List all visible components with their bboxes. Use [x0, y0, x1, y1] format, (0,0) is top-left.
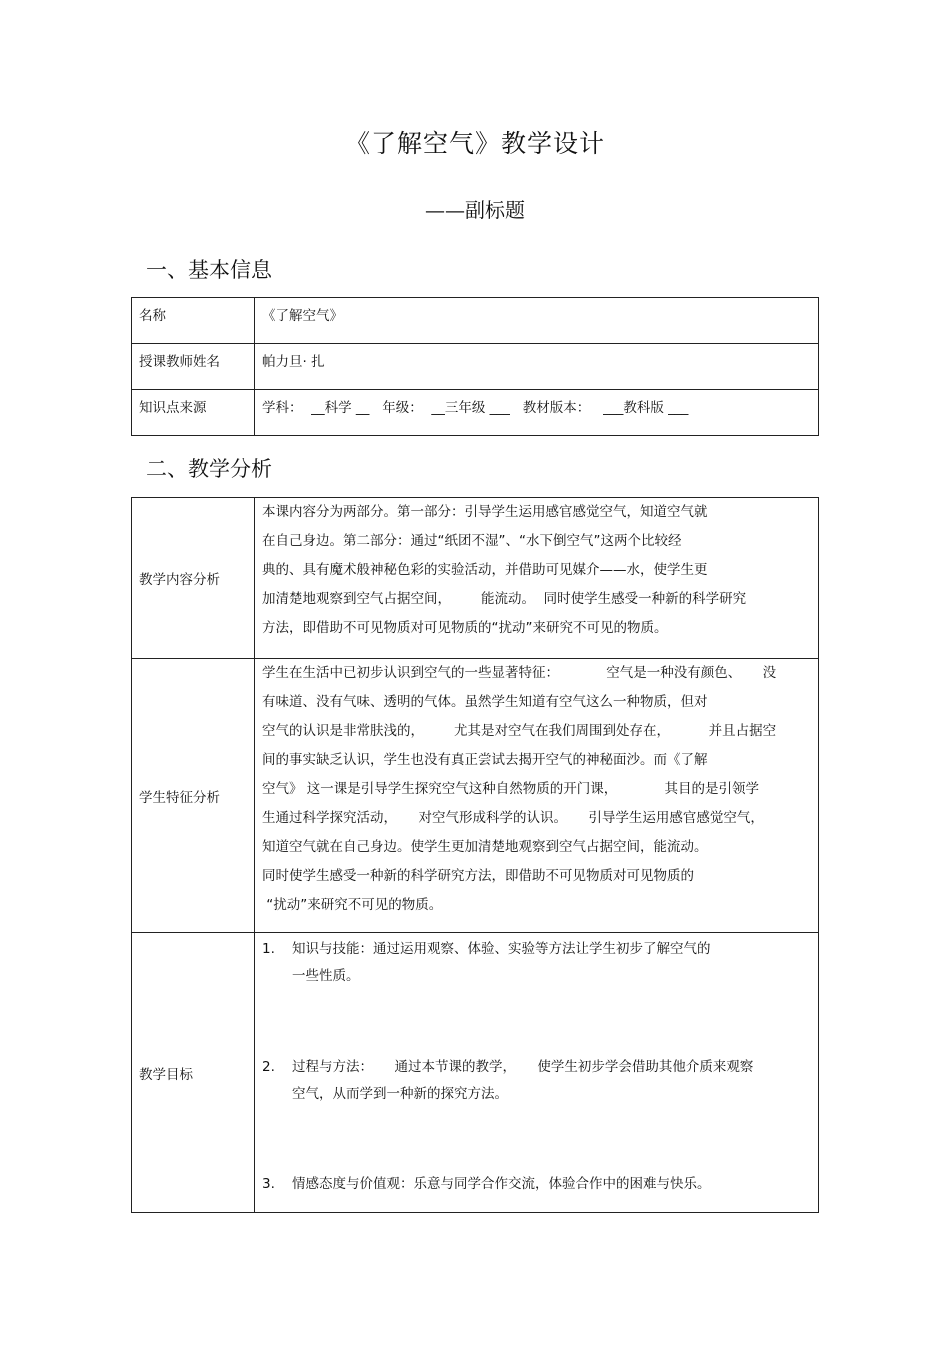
text-line: 本课内容分为两部分。第一部分：引导学生运用感官感觉空气，知道空气就 — [262, 504, 708, 520]
row-label-teacher: 授课教师姓名 — [132, 344, 255, 390]
text-line: 学生在生活中已初步认识到空气的一些显著特征： 空气是一种没有颜色、 没 — [262, 665, 777, 681]
text-line: 空气》 这一课是引导学生探究空气这种自然物质的开门课， 其目的是引领学 — [262, 781, 759, 797]
table-row — [132, 390, 819, 436]
text-line: 一些性质。 — [292, 968, 360, 984]
teaching-analysis-table — [131, 497, 819, 1213]
row-value-name: 《了解空气》 — [255, 298, 819, 344]
text-line: 情感态度与价值观：乐意与同学合作交流，体验合作中的困难与快乐。 — [292, 1176, 711, 1192]
text-line: 知识与技能：通过运用观察、体验、实验等方法让学生初步了解空气的 — [292, 941, 711, 957]
text-line: 有味道、没有气味、透明的气体。虽然学生知道有空气这么一种物质，但对 — [262, 694, 708, 710]
section-heading-teaching-analysis: 二、教学分析 — [146, 457, 272, 481]
list-item — [262, 1171, 818, 1198]
table-row — [132, 498, 819, 659]
text-line: “扰动”来研究不可见的物质。 — [262, 897, 443, 913]
document-title: 《了解空气》教学设计 — [344, 129, 605, 158]
text-line: 方法，即借助不可见物质对可见物质的“扰动”来研究不可见的物质。 — [262, 620, 668, 636]
text-line: 空气的认识是非常肤浅的， 尤其是对空气在我们周围到处存在， 并且占据空 — [262, 723, 777, 739]
list-item-number: 1. — [262, 941, 275, 957]
list-item — [262, 1054, 818, 1171]
list-item-number: 3. — [262, 1176, 275, 1192]
list-item-number: 2. — [262, 1059, 275, 1075]
objectives-list — [255, 933, 819, 1213]
text-line: 在自己身边。第二部分：通过“纸团不湿”、“水下倒空气”这两个比较经 — [262, 533, 682, 549]
text-line: 间的事实缺乏认识，学生也没有真正尝试去揭开空气的神秘面沙。而《了解 — [262, 752, 708, 768]
text-line: 加清楚地观察到空气占据空间， 能流动。 同时使学生感受一种新的科学研究 — [262, 591, 747, 607]
row-label-name: 名称 — [132, 298, 255, 344]
text-line: 典的、具有魔术般神秘色彩的实验活动，并借助可见媒介——水，使学生更 — [262, 562, 708, 578]
row-value-teacher: 帕力旦· 扎 — [255, 344, 819, 390]
basic-info-table — [131, 297, 819, 436]
row-value-source: 学科： __科学 __ 年级： __三年级 ___ 教材版本： ___教科版 ___ — [255, 390, 819, 436]
text-line: 生通过科学探究活动， 对空气形成科学的认识。 引导学生运用感官感觉空气， — [262, 810, 764, 826]
section-heading-basic-info: 一、基本信息 — [146, 258, 272, 282]
table-row — [132, 298, 819, 344]
table-row — [132, 933, 819, 1213]
text-line: 同时使学生感受一种新的科学研究方法，即借助不可见物质对可见物质的 — [262, 868, 694, 884]
list-item — [262, 936, 818, 1054]
row-label-source: 知识点来源 — [132, 390, 255, 436]
document-subtitle: ——副标题 — [425, 198, 525, 222]
row-label-student-analysis: 学生特征分析 — [132, 659, 255, 933]
content-analysis-text — [255, 498, 819, 659]
student-analysis-text — [255, 659, 819, 933]
text-line: 过程与方法： 通过本节课的教学， 使学生初步学会借助其他介质来观察 — [292, 1059, 754, 1075]
table-row — [132, 659, 819, 933]
text-line: 知道空气就在自己身边。使学生更加清楚地观察到空气占据空间，能流动。 — [262, 839, 708, 855]
row-label-objectives: 教学目标 — [132, 933, 255, 1213]
table-row — [132, 344, 819, 390]
row-label-content-analysis: 教学内容分析 — [132, 498, 255, 659]
text-line: 空气，从而学到一种新的探究方法。 — [292, 1086, 508, 1102]
